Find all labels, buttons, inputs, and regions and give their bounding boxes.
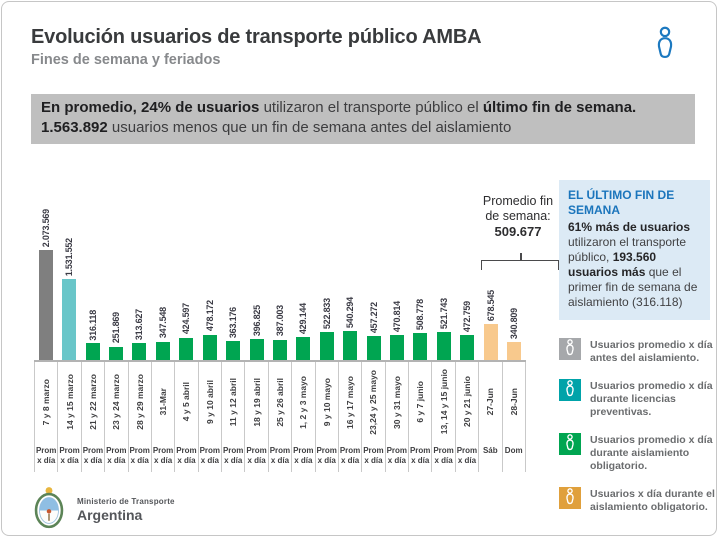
bar-value-label: 424.597 xyxy=(181,303,192,335)
bar xyxy=(273,340,287,361)
category-sub-label: Prom x día xyxy=(175,442,198,472)
category-label-cell xyxy=(386,362,409,442)
category-label: 31-Mar xyxy=(158,388,169,416)
category-sub-label: Prom x día xyxy=(58,442,81,472)
bar-value-label: 347.548 xyxy=(157,307,168,339)
category-sub-label: Prom x día xyxy=(456,442,479,472)
category-label: 25 y 26 abril xyxy=(274,377,285,427)
category-sub-label: Prom x día xyxy=(269,442,292,472)
category-label: 7 y 8 marzo xyxy=(41,378,52,426)
bar-column xyxy=(315,298,338,360)
text-segment: En promedio, 24% de usuarios xyxy=(41,99,264,116)
category-label-cell xyxy=(339,362,362,442)
bar-value-label: 396.825 xyxy=(251,304,262,336)
category-sub-label: Sáb xyxy=(479,442,502,472)
text-segment: 61% más de usuarios xyxy=(568,220,691,234)
bar xyxy=(86,343,100,360)
category-label: 28-Jun xyxy=(508,388,519,416)
category-label-cell xyxy=(503,362,526,442)
bar xyxy=(367,336,381,360)
bar-column xyxy=(151,307,174,360)
person-icon xyxy=(559,379,581,401)
category-axis xyxy=(34,362,526,442)
legend-item-label: Usuarios promedio x día durante licencias preventivas. xyxy=(590,380,713,418)
category-label: 30 y 31 mayo xyxy=(391,375,402,429)
footer-ministry: Ministerio de Transporte xyxy=(77,496,175,506)
person-icon xyxy=(559,338,581,360)
bar xyxy=(507,342,521,360)
bar-value-label: 521.743 xyxy=(438,298,449,330)
bar xyxy=(203,335,217,360)
category-sub-label: Prom x día xyxy=(82,442,105,472)
category-label-cell xyxy=(175,362,198,442)
bar-value-label: 678.545 xyxy=(485,289,496,321)
bar-value-label: 540.294 xyxy=(345,297,356,329)
bar-value-label: 478.172 xyxy=(204,300,215,332)
bar-value-label: 429.144 xyxy=(298,303,309,335)
bar-column xyxy=(362,302,385,360)
bar-column xyxy=(57,238,80,360)
category-sub-label: Prom x día xyxy=(152,442,175,472)
category-label: 18 y 19 abril xyxy=(251,377,262,427)
bar xyxy=(62,279,76,360)
footer-brand xyxy=(30,484,175,535)
info-box-body xyxy=(568,220,701,310)
person-icon xyxy=(559,487,581,509)
text-segment: 193.560 usuarios más xyxy=(568,250,657,279)
bar-value-label: 313.627 xyxy=(134,309,145,341)
bar xyxy=(320,332,334,360)
bar-column xyxy=(409,299,432,360)
category-sub-label: Prom x día xyxy=(316,442,339,472)
category-sub-label: Prom x día xyxy=(409,442,432,472)
category-label-cell xyxy=(269,362,292,442)
bar-value-label: 2.073.569 xyxy=(40,208,51,247)
legend-item xyxy=(559,338,715,365)
weekend-average-annotation xyxy=(476,194,560,240)
category-label-cell xyxy=(245,362,268,442)
category-label-cell xyxy=(456,362,479,442)
category-sub-axis xyxy=(34,442,526,472)
category-sub-label: Prom x día xyxy=(362,442,385,472)
category-sub-label: Prom x día xyxy=(35,442,58,472)
bar-column xyxy=(338,297,361,360)
bar xyxy=(179,338,193,361)
category-sub-label: Prom x día xyxy=(432,442,455,472)
bar xyxy=(437,332,451,360)
category-sub-label: Prom x día xyxy=(105,442,128,472)
bar-column xyxy=(268,305,291,360)
bar-column xyxy=(128,309,151,360)
highlight-info-box xyxy=(559,180,710,320)
bar-value-label: 508.778 xyxy=(415,298,426,330)
bar xyxy=(296,337,310,360)
bar xyxy=(413,333,427,360)
bar-column xyxy=(175,303,198,360)
bar-value-label: 1.531.552 xyxy=(64,237,75,276)
annotation-value: 509.677 xyxy=(494,224,542,239)
summary-banner xyxy=(31,94,695,144)
bar-value-label: 251.869 xyxy=(110,312,121,344)
person-icon xyxy=(559,433,581,455)
category-label: 4 y 5 abril xyxy=(181,382,192,422)
bar-column xyxy=(502,308,525,360)
category-label: 6 y 7 junio xyxy=(415,381,426,423)
category-label-cell xyxy=(152,362,175,442)
category-label-cell xyxy=(129,362,152,442)
bar-column xyxy=(81,310,104,360)
bar-value-label: 316.118 xyxy=(87,309,98,341)
category-label: 21 y 22 marzo xyxy=(87,374,98,430)
bar-column xyxy=(245,305,268,360)
category-sub-label: Prom x día xyxy=(292,442,315,472)
argentina-coat-of-arms-icon xyxy=(30,484,68,535)
info-box-title: EL ÚLTIMO FIN DE SEMANA xyxy=(568,188,675,217)
bar-column xyxy=(104,312,127,360)
category-sub-label: Prom x día xyxy=(386,442,409,472)
category-label: 14 y 15 marzo xyxy=(64,374,75,430)
category-label: 1, 2 y 3 mayo xyxy=(298,375,309,429)
category-label-cell xyxy=(362,362,385,442)
category-label-cell xyxy=(409,362,432,442)
bar-column xyxy=(198,300,221,360)
bar xyxy=(156,342,170,360)
category-label-cell xyxy=(432,362,455,442)
bar xyxy=(39,250,53,360)
bar-value-label: 457.272 xyxy=(368,301,379,333)
bar-value-label: 340.809 xyxy=(509,307,520,339)
bar-column xyxy=(292,303,315,360)
legend-item xyxy=(559,487,715,514)
category-label-cell xyxy=(199,362,222,442)
page-subtitle: Fines de semana y feriados xyxy=(31,52,221,68)
category-sub-label: Prom x día xyxy=(339,442,362,472)
category-label: 20 y 21 junio xyxy=(461,376,472,428)
category-label-cell xyxy=(58,362,81,442)
legend-item xyxy=(559,433,715,473)
infographic-card xyxy=(1,1,717,536)
category-sub-label: Prom x día xyxy=(222,442,245,472)
bar xyxy=(390,335,404,360)
bar xyxy=(484,324,498,360)
bar-column xyxy=(385,301,408,360)
category-label: 28 y 29 marzo xyxy=(134,374,145,430)
category-sub-label: Dom xyxy=(503,442,526,472)
category-label: 16 y 17 mayo xyxy=(345,375,356,429)
category-label-cell xyxy=(292,362,315,442)
category-label: 23 y 24 marzo xyxy=(111,374,122,430)
bar-column xyxy=(456,301,479,360)
category-label: 11 y 12 abril xyxy=(228,377,239,427)
bar-chart xyxy=(34,194,554,472)
category-label-cell xyxy=(105,362,128,442)
bar xyxy=(226,341,240,360)
text-segment: usuarios menos que un fin de semana antes del aislamiento xyxy=(107,119,512,136)
bar-column xyxy=(221,307,244,360)
bar-value-label: 470.814 xyxy=(392,300,403,332)
page-title: Evolución usuarios de transporte público AMBA xyxy=(31,26,482,48)
person-outline-icon xyxy=(654,26,676,71)
annotation-bracket xyxy=(481,260,559,270)
category-sub-label: Prom x día xyxy=(129,442,152,472)
category-label-cell xyxy=(222,362,245,442)
bar-column xyxy=(34,209,57,360)
legend-item-label: Usuarios x día durante el aislamiento obligatorio. xyxy=(590,488,715,513)
category-label: 9 y 10 mayo xyxy=(321,377,332,427)
category-label: 9 y 10 abril xyxy=(204,380,215,424)
category-label-cell xyxy=(35,362,58,442)
bar xyxy=(343,331,357,360)
footer-country: Argentina xyxy=(77,506,143,523)
bar xyxy=(109,347,123,360)
annotation-label: Promedio fin de semana: xyxy=(482,194,554,223)
category-sub-label: Prom x día xyxy=(245,442,268,472)
category-label-cell xyxy=(316,362,339,442)
bar-value-label: 387.003 xyxy=(274,305,285,337)
category-label: 23,24 y 25 mayo xyxy=(368,369,379,435)
legend-item-label: Usuarios promedio x día durante aislamiento obligatorio. xyxy=(590,434,713,472)
bar-column xyxy=(479,290,502,360)
bar-value-label: 363.176 xyxy=(228,306,239,338)
text-segment: último fin de semana. 1.563.892 xyxy=(41,99,637,136)
chart-legend xyxy=(559,338,715,528)
text-segment: que el primer fin de semana de aislamiento (316.118) xyxy=(568,265,698,309)
category-sub-label: Prom x día xyxy=(199,442,222,472)
bar-column xyxy=(432,298,455,360)
category-label: 13, 14 y 15 junio xyxy=(438,369,449,435)
category-label: 27-Jun xyxy=(485,388,496,416)
bar-value-label: 522.833 xyxy=(321,298,332,330)
text-segment: utilizaron el transporte público, xyxy=(568,235,687,264)
plot-area xyxy=(34,194,526,362)
bar xyxy=(460,335,474,360)
bar-value-label: 472.759 xyxy=(462,300,473,332)
category-label-cell xyxy=(82,362,105,442)
category-label-cell xyxy=(479,362,502,442)
text-segment: utilizaron el transporte público el xyxy=(263,99,483,116)
legend-item-label: Usuarios promedio x día antes del aislamiento. xyxy=(590,339,713,364)
bar xyxy=(250,339,264,360)
legend-item xyxy=(559,379,715,419)
bar xyxy=(132,343,146,360)
